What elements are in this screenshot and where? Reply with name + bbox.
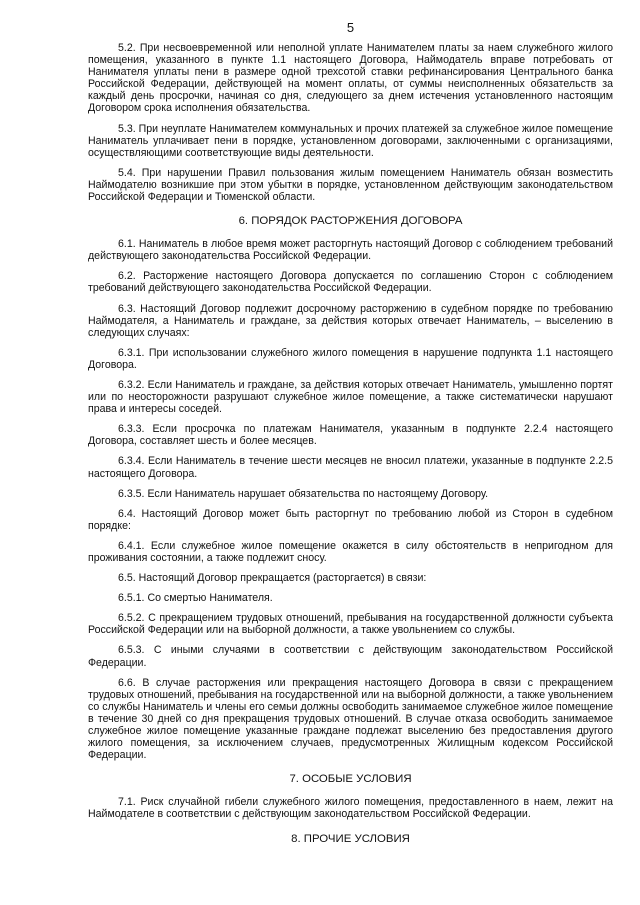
page-number: 5	[346, 20, 355, 35]
paragraph-5-4: 5.4. При нарушении Правил пользования жилым помещением Наниматель обязан возместить Наймодателю возникшие при этом убытки в порядке, установленном действующим законодательством Российской Федерации и Тюменской области.	[88, 166, 613, 204]
paragraph-7-1: 7.1. Риск случайной гибели служебного жилого помещения, предоставленного в наем, лежит на Наймодателе в соответствии с действующим законодательством Российской Федерации.	[88, 796, 613, 821]
paragraph-6-4: 6.4. Настоящий Договор может быть расторгнут по требованию любой из Сторон в судебном порядке:	[88, 507, 613, 532]
paragraph-6-6: 6.6. В случае расторжения или прекращения настоящего Договора в связи с прекращением трудовых отношений, пребывания на государственной или на выборной должности, а также увольнением со службы Наниматель и члены его семьи должны освободить занимаемое служебное жилое помещение в течение 30 дней со дня прекращения трудовых отношений. В случае отказа освободить занимаемое служебное жилое помещение указанные граждане подлежат выселению без предоставления другого жилого помещения, за исключением случаев, предусмотренных Жилищным кодексом Российской Федерации.	[88, 676, 613, 762]
paragraph-6-3-4: 6.3.4. Если Наниматель в течение шести месяцев не вносил платежи, указанные в подпункте 2.2.5 настоящего Договора.	[88, 455, 613, 480]
paragraph-6-5-1: 6.5.1. Со смертью Нанимателя.	[118, 592, 273, 605]
paragraph-6-3-1: 6.3.1. При использовании служебного жилого помещения в нарушение подпункта 1.1 настоящего Договора.	[88, 346, 613, 371]
paragraph-6-3-2: 6.3.2. Если Наниматель и граждане, за действия которых отвечает Наниматель, умышленно портят или по неосторожности разрушают служебное жилое помещение, а также систематически нарушают права и интересы соседей.	[88, 378, 613, 416]
paragraph-6-5: 6.5. Настоящий Договор прекращается (расторгается) в связи:	[118, 572, 427, 585]
paragraph-6-3-3: 6.3.3. Если просрочка по платежам Нанимателя, указанным в подпункте 2.2.4 настоящего Договора, составляет шесть и более месяцев.	[88, 423, 613, 448]
paragraph-5-3: 5.3. При неуплате Нанимателем коммунальных и прочих платежей за служебное жилое помещение Наниматель уплачивает пени в порядке, установленном договорами, заключенными с организациями, осуществляющими соответствующие виды деятельности.	[88, 122, 613, 159]
paragraph-5-2: 5.2. При несвоевременной или неполной уплате Нанимателем платы за наем служебного жилого помещения, указанного в пункте 1.1 настоящего Договора, Наймодатель вправе потребовать от Нанимателя уплаты пени в размере одной трехсотой ставки рефинансирования Центрального банка Российской Федерации, действующей на момент оплаты, от суммы неисполненных обязательств за каждый день просрочки, начиная со дня, следующего за днем истечения установленного настоящим Договором срока исполнения обязательства.	[88, 42, 613, 115]
section-7-heading: 7. ОСОБЫЕ УСЛОВИЯ	[289, 773, 412, 786]
paragraph-6-2: 6.2. Расторжение настоящего Договора допускается по соглашению Сторон с соблюдением требований действующего законодательства Российской Федерации.	[88, 270, 613, 295]
section-8-heading: 8. ПРОЧИЕ УСЛОВИЯ	[291, 832, 410, 845]
paragraph-6-1: 6.1. Наниматель в любое время может расторгнуть настоящий Договор с соблюдением требований действующего законодательства Российской Федерации.	[88, 238, 613, 263]
paragraph-6-5-3: 6.5.3. С иными случаями в соответствии с действующим законодательством Российской Федерации.	[88, 644, 613, 669]
paragraph-6-3: 6.3. Настоящий Договор подлежит досрочному расторжению в судебном порядке по требованию Наймодателя, а Наниматель и граждане, за действия которых отвечает Наниматель, – выселению в следующих случаях:	[88, 302, 613, 339]
paragraph-6-4-1: 6.4.1. Если служебное жилое помещение окажется в силу обстоятельств в непригодном для проживания состоянии, а также подлежит сносу.	[88, 539, 613, 564]
section-6-heading: 6. ПОРЯДОК РАСТОРЖЕНИЯ ДОГОВОРА	[238, 215, 463, 228]
paragraph-6-5-2: 6.5.2. С прекращением трудовых отношений, пребывания на государственной должности субъекта Российской Федерации или на выборной должности, а также увольнением со службы.	[88, 612, 613, 637]
paragraph-6-3-5: 6.3.5. Если Наниматель нарушает обязательства по настоящему Договору.	[118, 487, 489, 500]
